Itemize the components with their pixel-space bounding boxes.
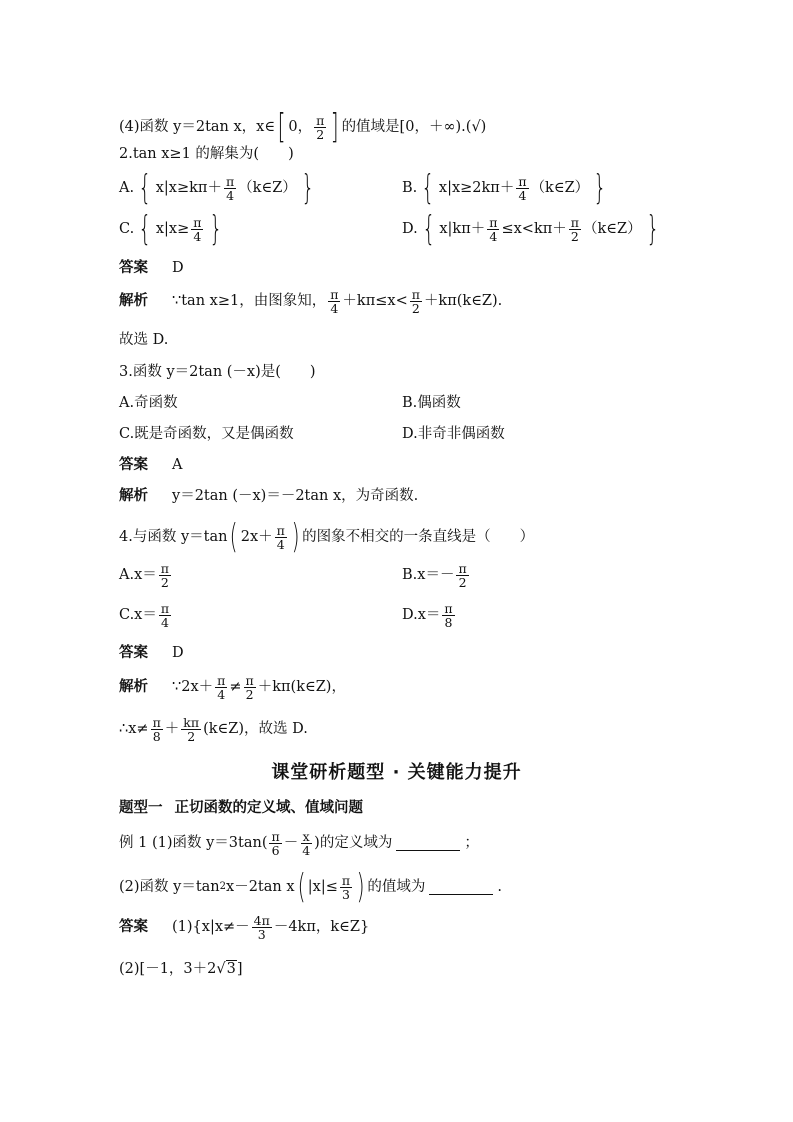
fraction: $\frac{\pi}{2}$ <box>458 561 467 591</box>
q2-option-c: C. { x|x≥ $\frac{\pi}{4}$ } <box>119 209 223 249</box>
q2-analysis: 解析 ∵tan x≥1，由图象知， $\frac{\pi}{4}$ ＋kπ≤x< $\frac{\pi}{2}$ ＋kπ(k∈Z). <box>119 287 503 317</box>
fraction: $\frac{\pi}{4}$ <box>330 287 339 317</box>
answer-blank <box>396 836 460 851</box>
fraction: $\frac{\pi}{4}$ <box>193 214 202 244</box>
q3-option-b: B.偶函数 <box>402 395 461 411</box>
answer-blank <box>429 880 493 895</box>
q4-option-d: D.x＝ $\frac{\pi}{8}$ <box>402 601 453 631</box>
fraction: $\frac{\pi}{2}$ <box>160 561 169 591</box>
q3-answer: 答案 A <box>119 457 183 473</box>
left-bracket: [ <box>277 107 286 147</box>
q4-option-b: B.x＝－ $\frac{\pi}{2}$ <box>402 561 467 591</box>
fraction: $\frac{\pi}{2}$ <box>570 214 579 244</box>
q3-analysis: 解析 y＝2tan (－x)＝－2tan x，为奇函数. <box>119 488 419 504</box>
fraction: $\frac{\pi}{4}$ <box>225 173 235 203</box>
fraction: $\frac{\pi}{8}$ <box>152 715 161 745</box>
q4-analysis: 解析 ∵2x＋ $\frac{\pi}{4}$ ≠ $\frac{\pi}{2}$ ＋kπ(k∈Z)， <box>119 673 346 703</box>
q3-stem: 3.函数 y＝2tan (－x)是( ) <box>119 364 316 380</box>
fraction: $\frac{\pi}{6}$ <box>271 829 280 859</box>
q2-option-a: A. { x|x≥kπ＋ $\frac{\pi}{4}$ （k∈Z） } <box>119 168 315 208</box>
right-bracket: ] <box>330 107 339 147</box>
fraction: $\frac{\pi}{4}$ <box>518 173 527 203</box>
fraction: $\frac{\pi}{2}$ <box>316 112 325 142</box>
section-title: 课堂研析题型 · 关键能力提升 <box>271 762 522 783</box>
fraction: $\frac{\pi}{2}$ <box>245 673 254 703</box>
fraction: $\frac{\pi}{2}$ <box>411 287 420 317</box>
fraction: $\frac{x}{4}$ <box>302 829 311 859</box>
fraction: $\frac{\pi}{4}$ <box>276 522 285 552</box>
fraction: $\frac{4\pi}{3}$ <box>253 913 270 943</box>
example1-answer-part2: (2)[－1，3＋2 √ 3 ] <box>119 960 243 977</box>
example1-part2: (2)函数 y＝tan 2 x－2tan x ( |x|≤ $\frac{\pi}{3}$ ) 的值域为 . <box>119 867 502 907</box>
fraction: $\frac{\pi}{4}$ <box>160 601 170 631</box>
fraction: $\frac{\pi}{4}$ <box>217 673 226 703</box>
fraction: $\frac{\pi}{8}$ <box>444 601 453 631</box>
q2-option-d: D. { x|kπ＋ $\frac{\pi}{4}$ ≤x<kπ＋ $\frac{\pi}{2}$ （k∈Z） } <box>402 209 659 249</box>
q3-option-c: C.既是奇函数，又是偶函数 <box>119 426 294 442</box>
example1-part1: 例 1 (1)函数 y＝3tan( $\frac{\pi}{6}$ － $\frac{x}{4}$ )的定义域为 ； <box>119 829 479 859</box>
fraction: $\frac{k\pi}{2}$ <box>183 715 200 745</box>
sqrt-symbol: √ <box>216 960 226 977</box>
example1-answer: 答案 (1){x|x≠－ $\frac{4\pi}{3}$ －4kπ，k∈Z} <box>119 913 370 943</box>
q1-part4: (4)函数 y＝2tan x，x∈ [ 0， $\frac{\pi}{2}$ ] 的值域是[0，＋∞).(√) <box>119 107 487 147</box>
q2-stem: 2.tan x≥1 的解集为( ) <box>119 146 294 162</box>
q4-option-a: A.x＝ $\frac{\pi}{2}$ <box>119 561 169 591</box>
q4-stem: 4.与函数 y＝tan ( 2x＋ $\frac{\pi}{4}$ ) 的图象不相交的一条直线是（ ） <box>119 517 535 557</box>
q4-option-c: C.x＝ $\frac{\pi}{4}$ <box>119 601 170 631</box>
fraction: $\frac{\pi}{4}$ <box>489 214 498 244</box>
question-type-heading: 题型一 正切函数的定义域、值域问题 <box>119 800 363 816</box>
fraction: $\frac{\pi}{3}$ <box>341 872 351 902</box>
q2-option-b: B. { x|x≥2kπ＋ $\frac{\pi}{4}$ （k∈Z） } <box>402 168 607 208</box>
q2-conclusion: 故选 D. <box>119 332 169 348</box>
q4-analysis-line2: ∴x≠ $\frac{\pi}{8}$ ＋ $\frac{k\pi}{2}$ (k∈Z)，故选 D. <box>119 715 308 745</box>
q3-option-a: A.奇函数 <box>119 395 178 411</box>
q2-answer: 答案 D <box>119 260 184 276</box>
q4-answer: 答案 D <box>119 645 184 661</box>
q3-option-d: D.非奇非偶函数 <box>402 426 505 442</box>
